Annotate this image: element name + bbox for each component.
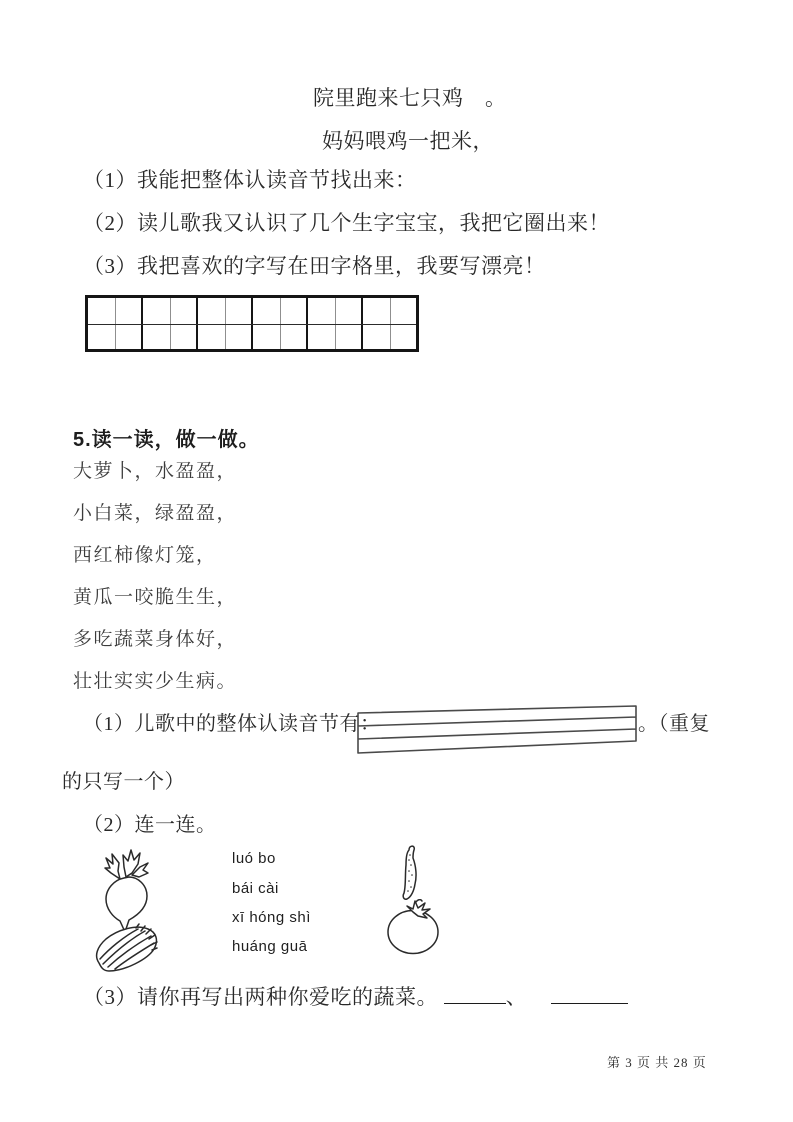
- cabbage-illustration: [91, 923, 163, 975]
- sub-question-2: （2）连一连。: [83, 814, 217, 836]
- tianzige-cell: [363, 298, 416, 349]
- pinyin-option-luobo: luó bo: [232, 850, 276, 867]
- question-1: （1）我能把整体认读音节找出来：: [83, 168, 417, 192]
- question-2: （2）读儿歌我又认识了几个生字宝宝，我把它圈出来！: [83, 211, 610, 235]
- poem-line: 多吃蔬菜身体好，: [73, 629, 238, 650]
- tomato-illustration: [385, 899, 443, 957]
- question-3: （3）我把喜欢的字写在田字格里，我要写漂亮！: [83, 254, 546, 278]
- poem-line: 大萝卜，水盈盈，: [73, 461, 238, 482]
- blank-separator: 、: [505, 985, 528, 1009]
- tianzige-grid: [85, 295, 419, 352]
- poem-line: 壮壮实实少生病。: [73, 671, 238, 692]
- sub-question-1: （1）儿歌中的整体认读音节有：: [83, 713, 381, 735]
- rhyme-line-1: 院里跑来七只鸡 。: [313, 86, 507, 110]
- poem-line: 西红柿像灯笼，: [73, 545, 217, 566]
- answer-blank-1: [444, 983, 506, 1004]
- tianzige-cell: [198, 298, 253, 349]
- radish-illustration: [96, 847, 158, 933]
- cucumber-illustration: [396, 844, 424, 902]
- tianzige-cell: [88, 298, 143, 349]
- sub-question-3: [83, 983, 628, 1009]
- sub-question-1-suffix: 。（重复: [638, 713, 710, 735]
- section-5-title: 5.读一读，做一做。: [73, 429, 260, 451]
- tianzige-cell: [308, 298, 363, 349]
- sub-question-3-text: （3）请你再写出两种你爱吃的蔬菜。: [83, 985, 438, 1009]
- pinyin-option-xihongshi: xī hóng shì: [232, 909, 311, 926]
- pinyin-answer-box: [356, 703, 638, 755]
- tianzige-cell: [253, 298, 308, 349]
- poem-line: 小白菜，绿盈盈，: [73, 503, 238, 524]
- sub-question-1-continuation: 的只写一个）: [62, 771, 185, 793]
- answer-blank-2: [551, 983, 628, 1004]
- rhyme-line-2: 妈妈喂鸡一把米，: [322, 129, 494, 153]
- pinyin-option-baicai: bái cài: [232, 880, 279, 897]
- page-number: 第 3 页 共 28 页: [607, 1055, 707, 1070]
- poem-line: 黄瓜一咬脆生生，: [73, 587, 238, 608]
- tianzige-cell: [143, 298, 198, 349]
- pinyin-option-huanggua: huáng guā: [232, 938, 308, 955]
